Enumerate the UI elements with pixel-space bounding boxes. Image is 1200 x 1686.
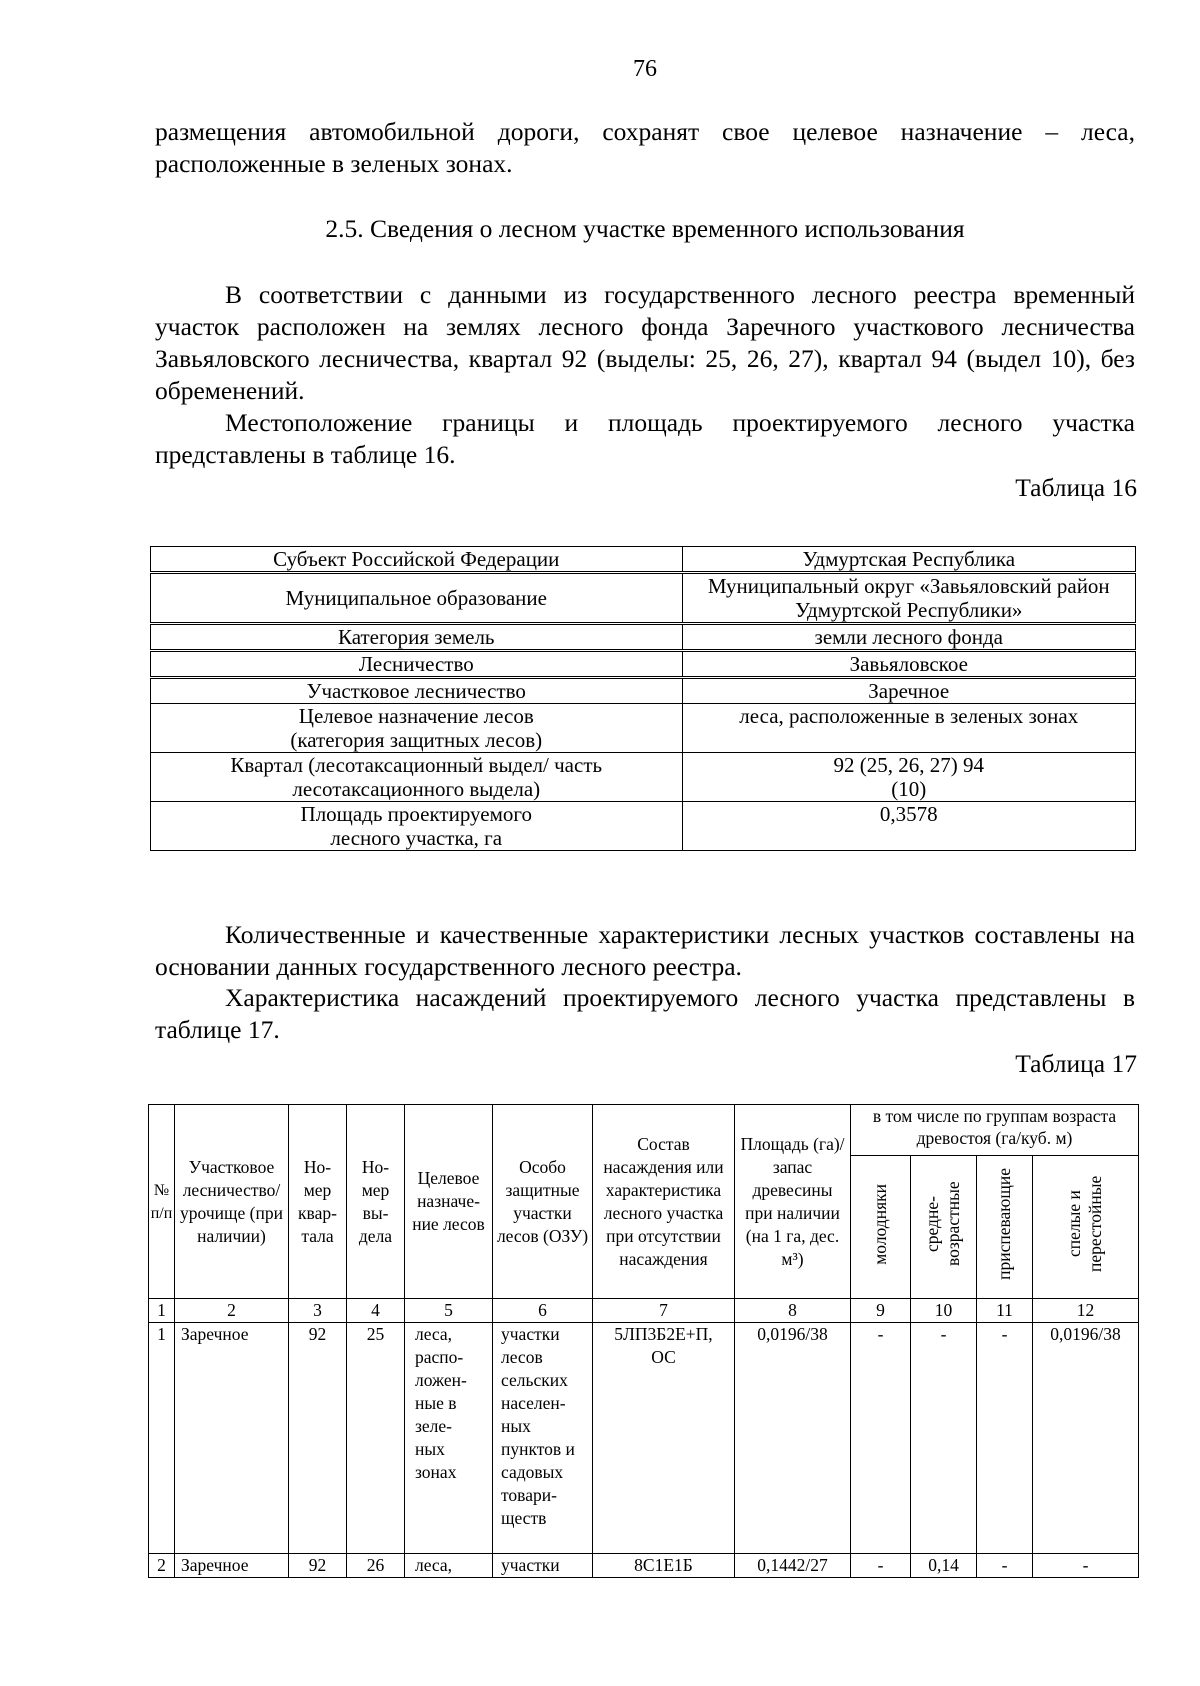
header-ripening: приспевающие: [994, 1168, 1014, 1280]
header-forestry: Участковое лесничество/ урочище (при наличии): [175, 1105, 289, 1299]
header-number: № п/п: [149, 1105, 175, 1299]
cell-ripening: -: [977, 1323, 1033, 1554]
column-number: 10: [911, 1299, 977, 1323]
cell-middle: -: [911, 1323, 977, 1554]
cell-composition: 5ЛП3Б2Е+П, ОС: [593, 1323, 735, 1554]
table16-label: Субъект Российской Федерации: [151, 547, 683, 573]
column-number: 6: [493, 1299, 593, 1323]
table16-label: Квартал (лесотаксационный выдел/ часть лесотаксационного выдела): [151, 753, 683, 802]
table16-value: Завьяловское: [682, 651, 1135, 678]
header-plot: Но-мер вы-дела: [347, 1105, 405, 1299]
cell-ripening: -: [977, 1554, 1033, 1578]
cell-area: 0,1442/27: [735, 1554, 851, 1578]
cell-quarter: 92: [289, 1554, 347, 1578]
cell-forestry: Заречное: [175, 1554, 289, 1578]
table17-caption: Таблица 17: [1015, 1049, 1137, 1078]
table16-row: [151, 651, 1136, 678]
cell-mature: 0,0196/38: [1033, 1323, 1139, 1554]
table16-row: [151, 573, 1136, 624]
page-number: 76: [633, 56, 657, 82]
header-quarter: Но-мер квар-тала: [289, 1105, 347, 1299]
cell-number: 2: [149, 1554, 175, 1578]
header-middle-cell: [911, 1156, 977, 1299]
table16-label: Категория земель: [151, 624, 683, 651]
cell-composition: 8С1Е1Б: [593, 1554, 735, 1578]
table16-row: [151, 802, 1136, 851]
table16-value: земли лесного фонда: [682, 624, 1135, 651]
header-young-cell: [851, 1156, 911, 1299]
table17-header-row: [149, 1105, 1139, 1156]
table-row: [149, 1554, 1139, 1578]
table16-row: [151, 704, 1136, 753]
table16-label: Целевое назначение лесов (категория защитных лесов): [151, 704, 683, 753]
column-number: 2: [175, 1299, 289, 1323]
column-number: 8: [735, 1299, 851, 1323]
section-heading: 2.5. Сведения о лесном участке временного использования: [325, 214, 965, 243]
table17-column-numbers: [149, 1299, 1139, 1323]
table16-label: Лесничество: [151, 651, 683, 678]
intro-paragraph: размещения автомобильной дороги, сохранят свое целевое назначение – леса, расположенные в зеленых зонах.: [155, 117, 1135, 178]
cell-ozu: участки: [493, 1554, 593, 1578]
cell-number: 1: [149, 1323, 175, 1554]
table16-value: Заречное: [682, 678, 1135, 704]
paragraph-table16-ref: Местоположение границы и площадь проектируемого лесного участка представлены в таблице 16.: [155, 408, 1135, 469]
header-mature-cell: [1033, 1156, 1139, 1299]
table16-row: [151, 753, 1136, 802]
paragraph-table17-ref: Характеристика насаждений проектируемого лесного участка представлены в таблице 17.: [155, 983, 1135, 1044]
column-number: 5: [405, 1299, 493, 1323]
table16-value: леса, расположенные в зеленых зонах: [682, 704, 1135, 753]
header-ozu: Особо защитные участки лесов (ОЗУ): [493, 1105, 593, 1299]
header-mature: спелые и перестойные: [1063, 1175, 1105, 1273]
table16-row: [151, 624, 1136, 651]
table16-value: 0,3578: [682, 802, 1135, 851]
paragraph-location: В соответствии с данными из государственного лесного реестра временный участок расположен на землях лесного фонда Заречного участкового лесничества Завьяловского лесничества, квартал 92 (выделы: 25, 26, 27), квартал 94 (выдел 10), без обременений.: [155, 280, 1135, 405]
table16-value: 92 (25, 26, 27) 94 (10): [682, 753, 1135, 802]
table16-label: Участковое лесничество: [151, 678, 683, 704]
header-ripening-cell: [977, 1156, 1033, 1299]
table16-value: Муниципальный округ «Завьяловский район Удмуртской Республики»: [682, 573, 1135, 624]
column-number: 4: [347, 1299, 405, 1323]
table16-value: Удмуртская Республика: [682, 547, 1135, 573]
cell-area: 0,0196/38: [735, 1323, 851, 1554]
table-row: [149, 1323, 1139, 1554]
column-number: 1: [149, 1299, 175, 1323]
header-age-groups: в том числе по группам возраста древостоя (га/куб. м): [851, 1105, 1139, 1156]
table17: [148, 1104, 1139, 1578]
cell-ozu: участки лесов сельских населен-ных пунктов и садовых товари-ществ: [493, 1323, 593, 1554]
table16-row: [151, 547, 1136, 573]
column-number: 12: [1033, 1299, 1139, 1323]
cell-forestry: Заречное: [175, 1323, 289, 1554]
header-middle: средне-возрастные: [921, 1181, 963, 1267]
table16-caption: Таблица 16: [1015, 473, 1137, 502]
cell-middle: 0,14: [911, 1554, 977, 1578]
cell-mature: -: [1033, 1554, 1139, 1578]
header-composition: Состав насаждения или характеристика лесного участка при отсутствии насаждения: [593, 1105, 735, 1299]
cell-plot: 26: [347, 1554, 405, 1578]
column-number: 9: [851, 1299, 911, 1323]
table16-row: [151, 678, 1136, 704]
cell-purpose: леса,: [405, 1554, 493, 1578]
column-number: 11: [977, 1299, 1033, 1323]
cell-plot: 25: [347, 1323, 405, 1554]
cell-young: -: [851, 1554, 911, 1578]
cell-purpose: леса, распо-ложен-ные в зеле-ных зонах: [405, 1323, 493, 1554]
column-number: 3: [289, 1299, 347, 1323]
table16: [150, 546, 1136, 851]
cell-young: -: [851, 1323, 911, 1554]
header-purpose: Целевое назначе-ние лесов: [405, 1105, 493, 1299]
table16-label: Муниципальное образование: [151, 573, 683, 624]
column-number: 7: [593, 1299, 735, 1323]
table16-label: Площадь проектируемого лесного участка, га: [151, 802, 683, 851]
header-young: молодняки: [870, 1183, 890, 1265]
paragraph-characteristics: Количественные и качественные характеристики лесных участков составлены на основании данных государственного лесного реестра.: [155, 920, 1135, 981]
header-area: Площадь (га)/запас древесины при наличии (на 1 га, дес. м³): [735, 1105, 851, 1299]
cell-quarter: 92: [289, 1323, 347, 1554]
